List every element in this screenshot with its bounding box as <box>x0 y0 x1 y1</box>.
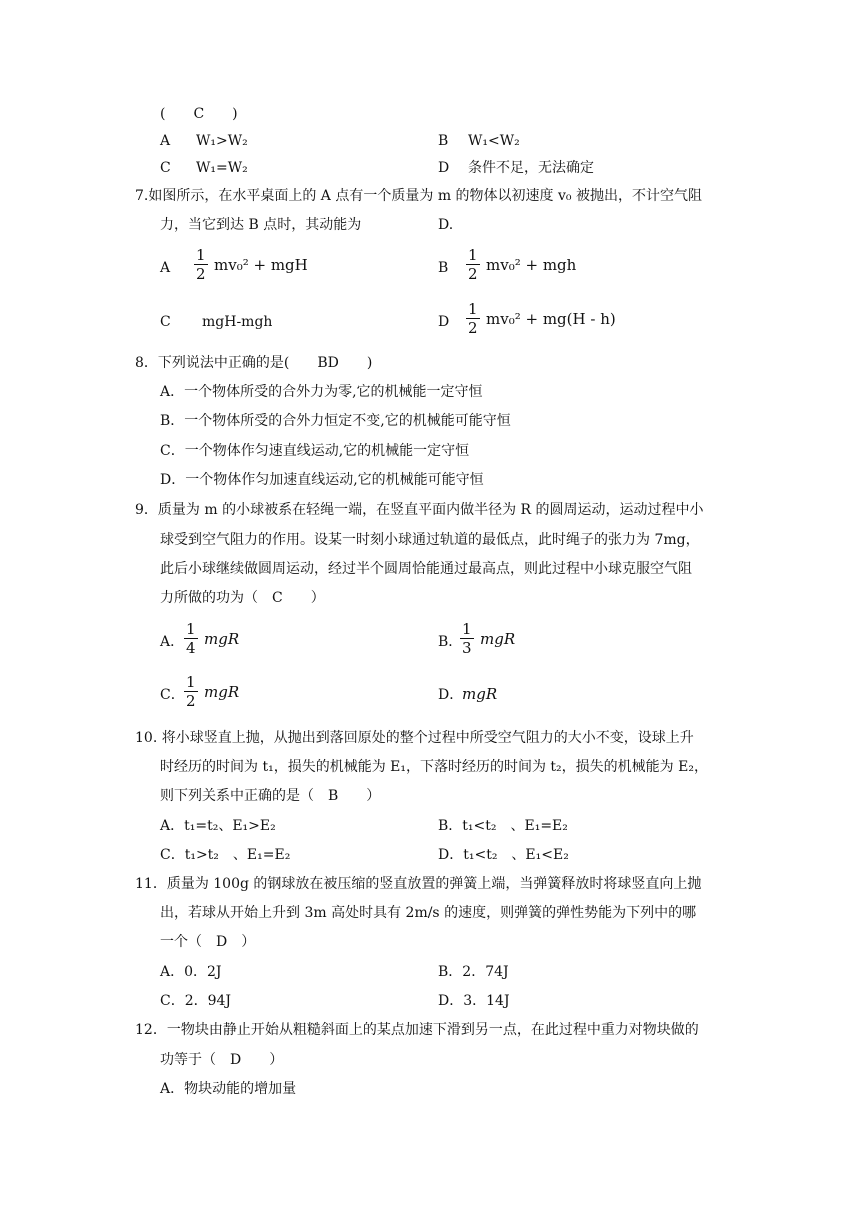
fraction-denominator: 2 <box>186 692 196 710</box>
q7-option-b-label: B <box>438 260 449 276</box>
q9-option-c-label: C． <box>160 687 185 703</box>
fraction-denominator: 2 <box>468 319 478 337</box>
q12-stem-line1: 12．一物块由静止开始从粗糙斜面上的某点加速下滑到另一点，在此过程中重力对物块做的 <box>135 1022 699 1038</box>
q9-stem-line4: 力所做的功为（ C ） <box>160 590 325 606</box>
q6-answer: ( C ) <box>160 106 238 122</box>
q12-option-a: A．物块动能的增加量 <box>160 1081 297 1097</box>
q9-stem-line1: 9．质量为 m 的小球被系在轻绳一端，在竖直平面内做半径为 R 的圆周运动，运动过程中小 <box>135 502 704 518</box>
q9-option-a-label: A． <box>160 634 185 650</box>
q7-answer: D. <box>438 217 454 233</box>
q7-option-b-expr: mv₀² + mgh <box>486 255 577 274</box>
q8-option-d: D．一个物体作匀加速直线运动,它的机械能可能守恒 <box>160 472 484 488</box>
q11-option-a: A．0．2J <box>160 964 222 980</box>
fraction-denominator: 2 <box>196 265 206 283</box>
q6-option-c: W₁=W₂ <box>196 160 248 176</box>
fraction <box>460 620 474 657</box>
fraction-numerator: 1 <box>186 620 196 638</box>
fraction-numerator: 1 <box>186 673 196 691</box>
q11-option-c: C．2．94J <box>160 993 232 1009</box>
q7-option-d <box>466 300 616 337</box>
q8-stem: 8．下列说法中正确的是( BD ) <box>135 355 373 371</box>
fraction <box>466 246 480 283</box>
q9-option-d-label: D． <box>438 687 464 703</box>
q11-stem-line3: 一个（ D ） <box>160 934 256 950</box>
q9-option-a <box>184 620 239 657</box>
q6-option-d-label: D <box>438 160 450 176</box>
q7-option-a-label: A <box>160 260 171 276</box>
q7-stem-line1: 7.如图所示，在水平桌面上的 A 点有一个质量为 m 的物体以初速度 v₀ 被抛出，不计空气阻 <box>135 188 702 204</box>
fraction-numerator: 1 <box>462 620 472 638</box>
fraction-numerator: 1 <box>196 246 206 264</box>
fraction <box>184 620 198 657</box>
q9-option-a-expr: mgR <box>204 629 240 648</box>
fraction-denominator: 4 <box>186 639 196 657</box>
q6-option-b: W₁<W₂ <box>468 133 520 149</box>
q8-option-a: A．一个物体所受的合外力为零,它的机械能一定守恒 <box>160 384 483 400</box>
q8-option-b: B．一个物体所受的合外力恒定不变,它的机械能可能守恒 <box>160 413 511 429</box>
q6-option-d: 条件不足，无法确定 <box>468 160 594 176</box>
q9-option-d <box>462 684 497 705</box>
fraction-numerator: 1 <box>468 246 478 264</box>
q11-option-d: D．3．14J <box>438 993 510 1009</box>
q7-option-c: mgH-mgh <box>202 314 273 330</box>
q10-stem-line1: 10. 将小球竖直上抛，从抛出到落回原处的整个过程中所受空气阻力的大小不变，设球上升 <box>135 730 694 746</box>
q7-option-a-expr: mv₀² + mgH <box>214 255 308 274</box>
q10-option-c: C．t₁>t₂ 、E₁=E₂ <box>160 847 291 863</box>
q9-option-c <box>184 673 239 710</box>
q12-stem-line2: 功等于（ D ） <box>160 1052 284 1068</box>
q11-stem-line2: 出，若球从开始上升到 3m 高处时具有 2m/s 的速度，则弹簧的弹性势能为下列中的哪 <box>160 905 697 921</box>
q7-option-d-expr: mv₀² + mg(H - h) <box>486 309 616 328</box>
q6-option-a: W₁>W₂ <box>196 133 248 149</box>
q11-stem-line1: 11．质量为 100g 的钢球放在被压缩的竖直放置的弹簧上端，当弹簧释放时将球竖直向上抛 <box>135 876 702 892</box>
q6-option-c-label: C <box>160 160 171 176</box>
fraction <box>184 673 198 710</box>
q6-option-a-label: A <box>160 133 171 149</box>
q7-option-d-label: D <box>438 314 450 330</box>
q7-option-c-label: C <box>160 314 171 330</box>
fraction-denominator: 3 <box>462 639 472 657</box>
q7-option-b <box>466 246 576 283</box>
q6-option-b-label: B <box>438 133 449 149</box>
q9-option-b-expr: mgR <box>480 629 516 648</box>
fraction-numerator: 1 <box>468 300 478 318</box>
q10-stem-line2: 时经历的时间为 t₁，损失的机械能为 E₁，下落时经历的时间为 t₂，损失的机械能为 E₂， <box>160 759 708 775</box>
q8-option-c: C．一个物体作匀速直线运动,它的机械能一定守恒 <box>160 443 470 459</box>
q10-stem-line3: 则下列关系中正确的是（ B ） <box>160 788 381 804</box>
q10-option-d: D．t₁<t₂ 、E₁<E₂ <box>438 847 569 863</box>
q9-option-b-label: B． <box>438 634 463 650</box>
q9-option-c-expr: mgR <box>204 682 240 701</box>
q10-option-a: A．t₁=t₂、E₁>E₂ <box>160 818 276 834</box>
q9-stem-line2: 球受到空气阻力的作用。设某一时刻小球通过轨道的最低点，此时绳子的张力为 7mg， <box>160 532 700 548</box>
q9-stem-line3: 此后小球继续做圆周运动，经过半个圆周恰能通过最高点，则此过程中小球克服空气阻 <box>160 561 692 577</box>
q9-option-b <box>460 620 515 657</box>
fraction <box>194 246 208 283</box>
q7-option-a <box>194 246 308 283</box>
q11-option-b: B．2．74J <box>438 964 509 980</box>
fraction <box>466 300 480 337</box>
q7-stem-line2: 力，当它到达 B 点时，其动能为 <box>160 217 362 233</box>
q10-option-b: B．t₁<t₂ 、E₁=E₂ <box>438 818 568 834</box>
q9-option-d-expr: mgR <box>462 685 498 703</box>
fraction-denominator: 2 <box>468 265 478 283</box>
